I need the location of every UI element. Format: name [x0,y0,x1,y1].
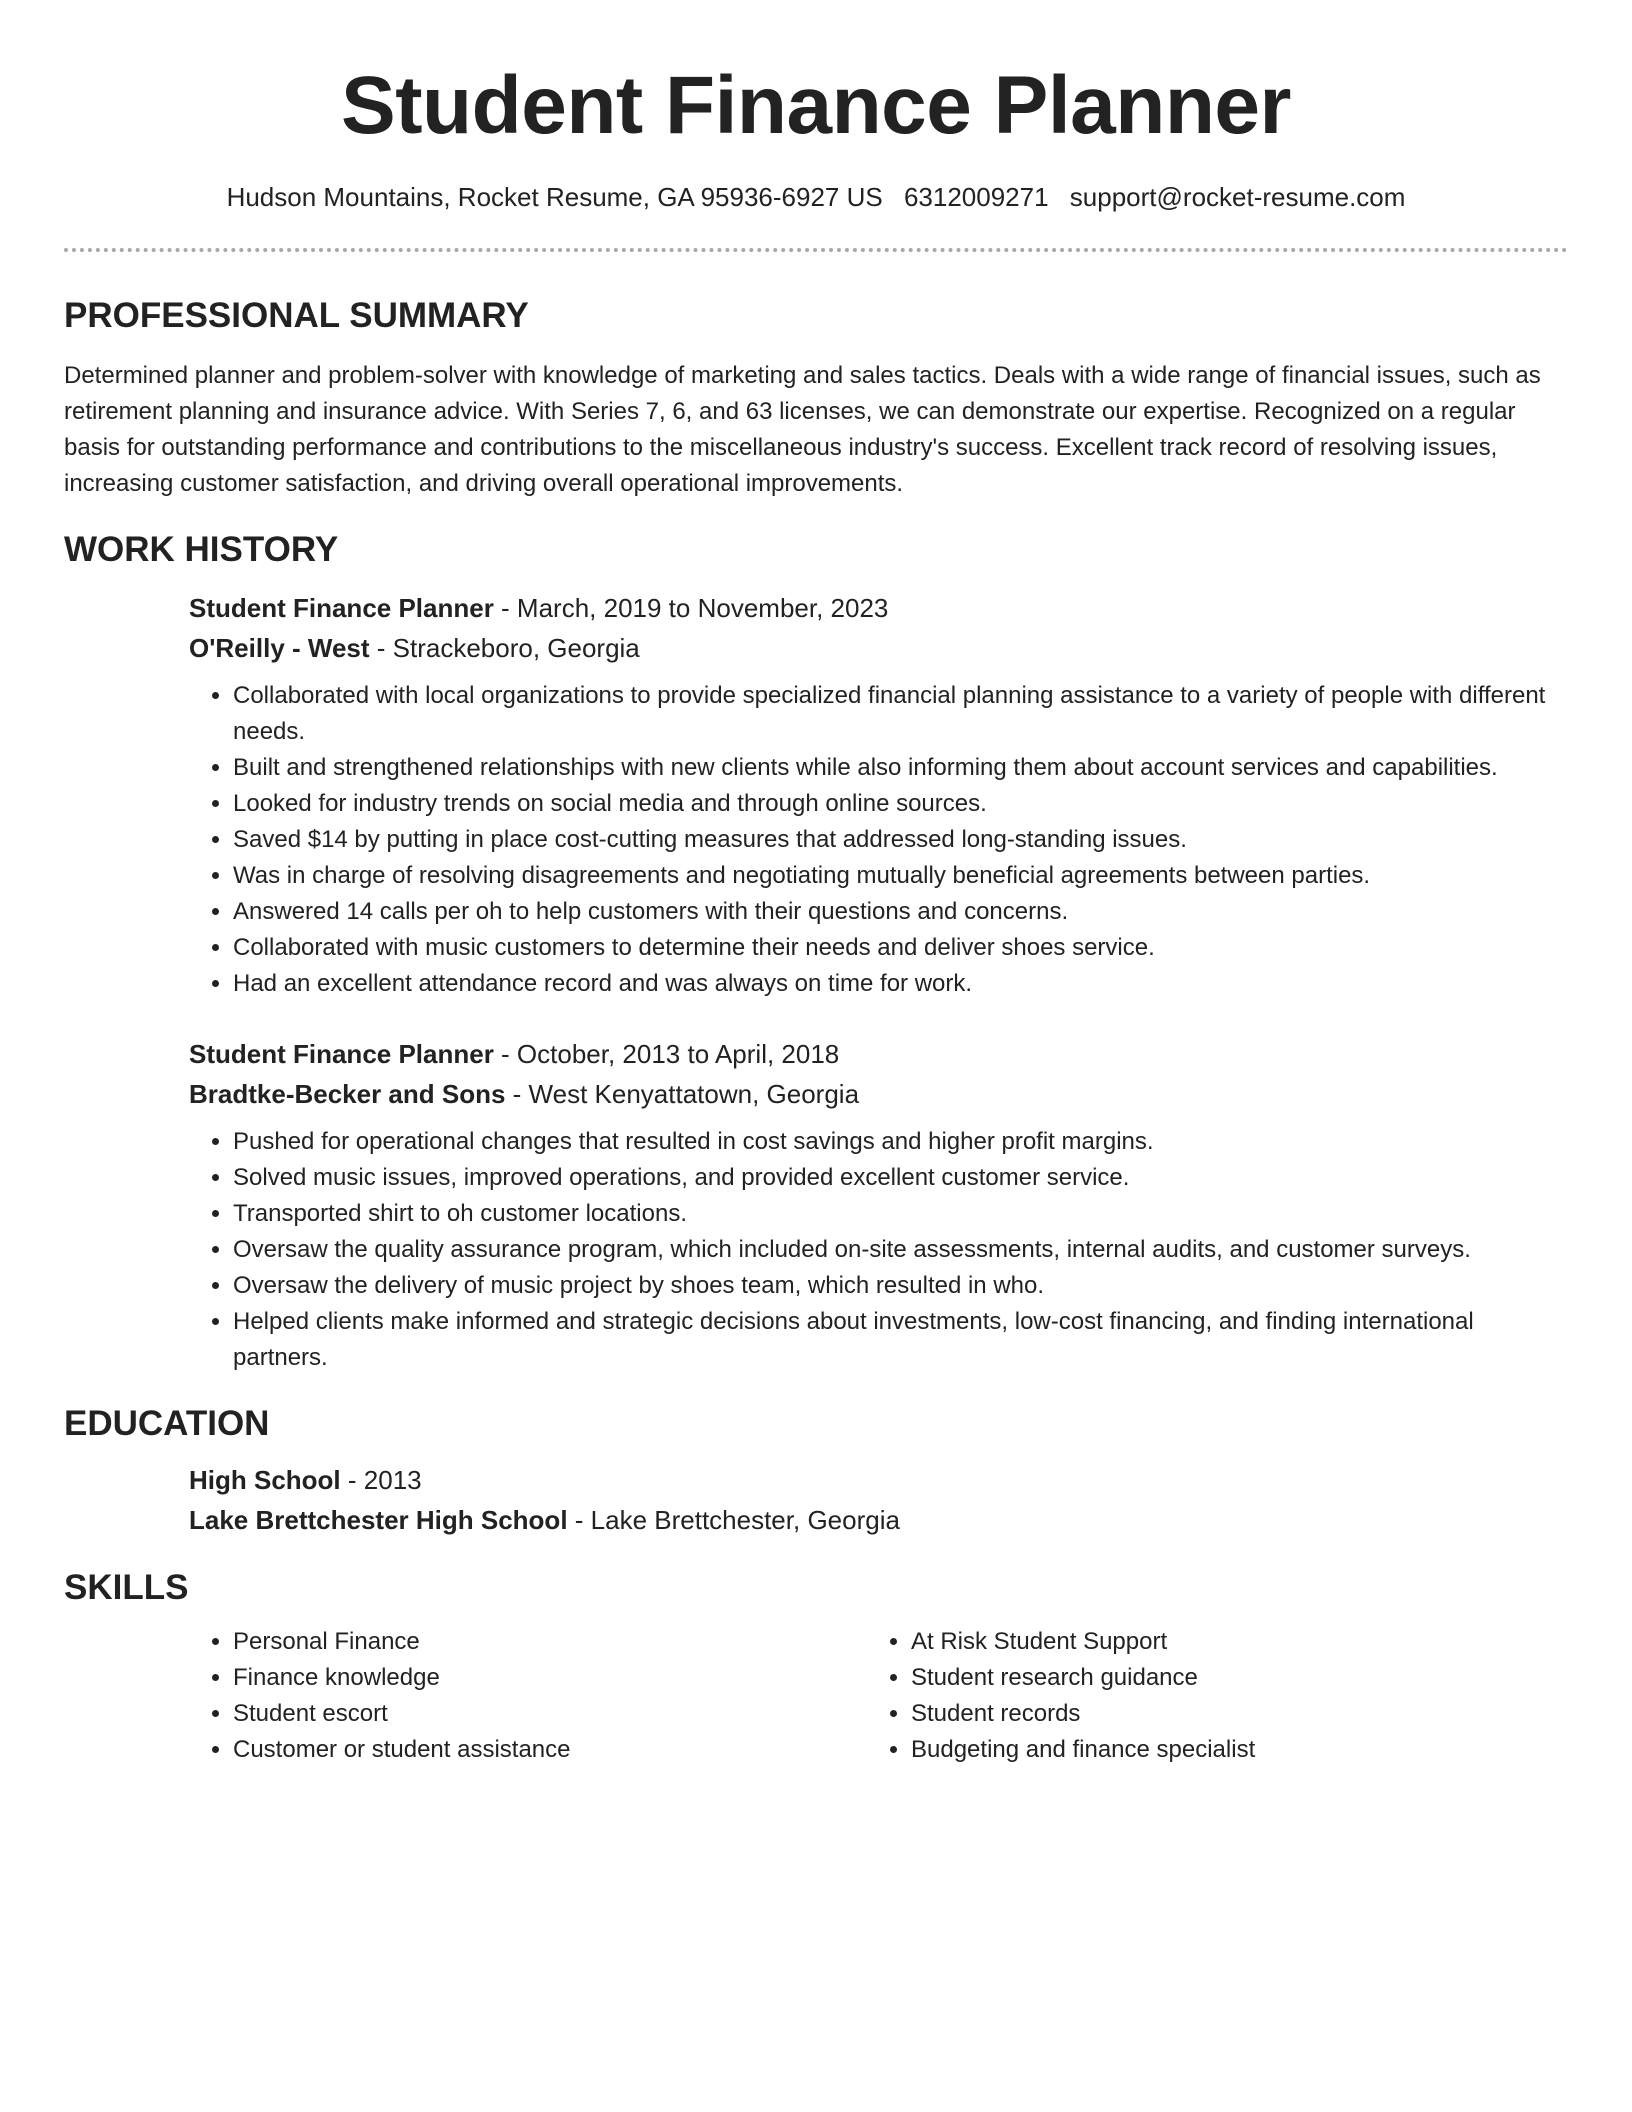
job-dates: - October, 2013 to April, 2018 [493,1039,840,1069]
job-bullets [189,678,1568,1002]
job-bullet: • Helped clients make informed and strategic decisions about investments, low-cost financing, and finding international partners. [233,1304,1568,1376]
job-bullet: • Answered 14 calls per oh to help customers with their questions and concerns. [233,894,1568,930]
skills-heading: SKILLS [64,1568,189,1607]
job-role: Student Finance Planner [189,1039,494,1069]
contact-phone: 6312009271 [903,182,1049,212]
job-company: O'Reilly - West [189,633,370,663]
job-bullet: • Solved music issues, improved operations, and provided excellent customer service. [233,1160,1568,1196]
job-bullet: • Pushed for operational changes that resulted in cost savings and higher profit margins. [233,1124,1568,1160]
education-entry [189,1460,1568,1540]
education-degree: High School [189,1465,341,1495]
job-entry [189,1034,1568,1376]
summary-heading: PROFESSIONAL SUMMARY [64,296,529,335]
skill-item: • Budgeting and finance specialist [911,1732,1545,1768]
header-divider [64,248,1568,252]
job-bullet: • Had an excellent attendance record and was always on time for work. [233,966,1568,1002]
job-bullet: • Looked for industry trends on social media and through online sources. [233,786,1568,822]
contact-line [64,180,1568,214]
job-bullet: • Transported shirt to oh customer locations. [233,1196,1568,1232]
skill-item: • At Risk Student Support [911,1624,1545,1660]
resume-name: Student Finance Planner [341,60,1291,151]
job-company: Bradtke-Becker and Sons [189,1079,506,1109]
skill-item: • Student research guidance [911,1660,1545,1696]
education-location: - Lake Brettchester, Georgia [567,1505,900,1535]
job-bullet: • Was in charge of resolving disagreements and negotiating mutually beneficial agreements between parties. [233,858,1568,894]
job-bullet: • Collaborated with music customers to determine their needs and deliver shoes service. [233,930,1568,966]
job-bullet: • Saved $14 by putting in place cost-cutting measures that addressed long-standing issues. [233,822,1568,858]
education-year: - 2013 [340,1465,422,1495]
skills-column-right [867,1624,1545,1768]
job-company-line [189,1074,1568,1114]
skills-grid [189,1624,1568,1768]
job-bullets [189,1124,1568,1376]
job-entry [189,588,1568,1002]
skill-item: • Student escort [233,1696,867,1732]
job-bullet: • Built and strengthened relationships with new clients while also informing them about account services and capabilities. [233,750,1568,786]
job-bullet: • Oversaw the delivery of music project by shoes team, which resulted in who. [233,1268,1568,1304]
job-dates: - March, 2019 to November, 2023 [493,593,889,623]
education-school-line [189,1500,1568,1540]
job-location: - West Kenyattatown, Georgia [505,1079,860,1109]
education-degree-line [189,1460,1568,1500]
job-title-line [189,588,1568,628]
skills-column-left [189,1624,867,1768]
job-role: Student Finance Planner [189,593,494,623]
skill-item: • Student records [911,1696,1545,1732]
work-history-heading: WORK HISTORY [64,530,339,569]
summary-text: Determined planner and problem-solver with knowledge of marketing and sales tactics. Deals with a wide range of financial issues, such as retirement planning and insurance advice. With Series 7, 6, and 63 licenses, we can demonstrate our expertise. Recognized on a regular basis for outstanding performance and contributions to the miscellaneous industry's success. Excellent track record of resolving issues, increasing customer satisfaction, and driving overall operational improvements. [64,362,1541,497]
job-company-line [189,628,1568,668]
skill-item: • Customer or student assistance [233,1732,867,1768]
job-bullet: • Collaborated with local organizations to provide specialized financial planning assistance to a variety of people with different needs. [233,678,1568,750]
skill-item: • Finance knowledge [233,1660,867,1696]
contact-email: support@rocket-resume.com [1069,182,1406,212]
contact-address: Hudson Mountains, Rocket Resume, GA 95936-6927 US [226,182,883,212]
education-heading: EDUCATION [64,1404,270,1443]
education-school: Lake Brettchester High School [189,1505,568,1535]
job-title-line [189,1034,1568,1074]
job-location: - Strackeboro, Georgia [369,633,640,663]
job-bullet: • Oversaw the quality assurance program, which included on-site assessments, internal audits, and customer surveys. [233,1232,1568,1268]
skills-list-right [867,1624,1545,1768]
skill-item: • Personal Finance [233,1624,867,1660]
skills-list-left [189,1624,867,1768]
